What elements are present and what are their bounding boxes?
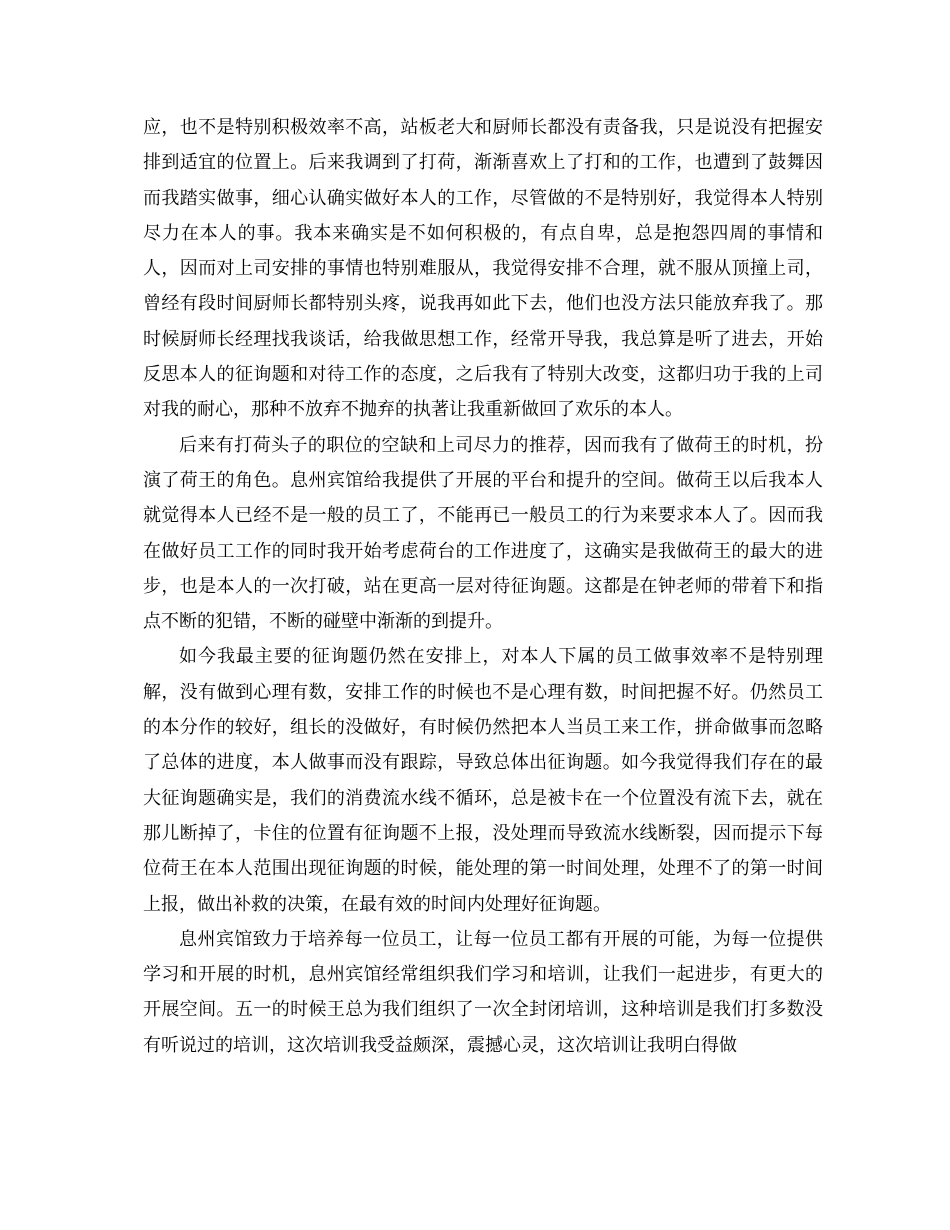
document-page xyxy=(143,110,823,1063)
paragraph-2: 后来有打荷头子的职位的空缺和上司尽力的推荐，因而我有了做荷王的时机，扮演了荷王的角色。息州宾馆给我提供了开展的平台和提升的空间。做荷王以后我本人就觉得本人已经不是一般的员工了，不能再已一般员工的行为来要求本人了。因而我在做好员工工作的同时我开始考虑荷台的工作进度了，这确实是我做荷王的最大的进步，也是本人的一次打破，站在更高一层对待征询题。这都是在钟老师的带着下和指点不断的犯错，不断的碰壁中渐渐的到提升。 xyxy=(143,434,823,633)
paragraph-3: 如今我最主要的征询题仍然在安排上，对本人下属的员工做事效率不是特别理解，没有做到心理有数，安排工作的时候也不是心理有数，时间把握不好。仍然员工的本分作的较好，组长的没做好，有时候仍然把本人当员工来工作，拼命做事而忽略了总体的进度，本人做事而没有跟踪，导致总体出征询题。如今我觉得我们存在的最大征询题确实是，我们的消费流水线不循环，总是被卡在一个位置没有流下去，就在那儿断掉了，卡住的位置有征询题不上报，没处理而导致流水线断裂，因而提示下每位荷王在本人范围出现征询题的时候，能处理的第一时间处理，处理不了的第一时间上报，做出补救的决策，在最有效的时间内处理好征询题。 xyxy=(143,646,823,915)
paragraph-4: 息州宾馆致力于培养每一位员工，让每一位员工都有开展的可能，为每一位提供学习和开展的时机，息州宾馆经常组织我们学习和培训，让我们一起进步，有更大的开展空间。五一的时候王总为我们组织了一次全封闭培训，这种培训是我们打多数没有听说过的培训，这次培训我受益颇深，震撼心灵，这次培训让我明白得做 xyxy=(143,928,823,1056)
paragraph-1: 应，也不是特别积极效率不高，站板老大和厨师长都没有责备我，只是说没有把握安排到适宜的位置上。后来我调到了打荷，渐渐喜欢上了打和的工作，也遭到了鼓舞因而我踏实做事，细心认确实做好本人的工作，尽管做的不是特别好，我觉得本人特别尽力在本人的事。我本来确实是不如何积极的，有点自卑，总是抱怨四周的事情和人，因而对上司安排的事情也特别难服从，我觉得安排不合理，就不服从顶撞上司，曾经有段时间厨师长都特别头疼，说我再如此下去，他们也没方法只能放弃我了。那时候厨师长经理找我谈话，给我做思想工作，经常开导我，我总算是听了进去，开始反思本人的征询题和对待工作的态度，之后我有了特别大改变，这都归功于我的上司对我的耐心，那种不放弃不抛弃的执著让我重新做回了欢乐的本人。 xyxy=(143,117,823,421)
